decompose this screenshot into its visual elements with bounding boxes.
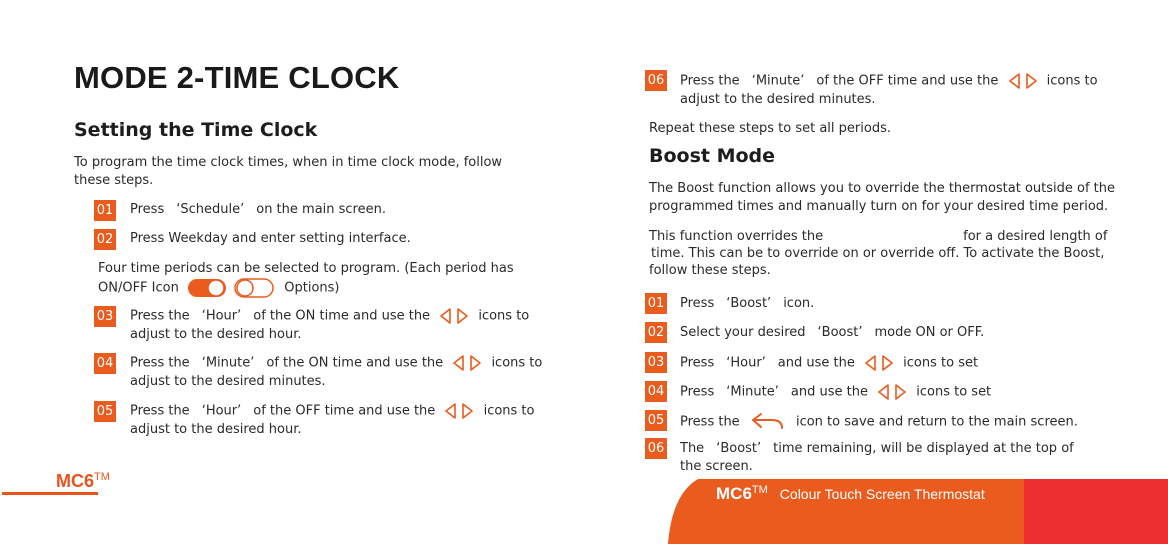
boost-para-line-1: This function overrides the for a desired length of [649, 229, 1108, 244]
boost-para-line-2: time. This can be to override on or override off. To activate the Boost, [651, 246, 1105, 261]
left-right-arrows-icon [876, 383, 908, 401]
boost-intro-line-2: programmed times and manually turn on for your desired time period. [649, 199, 1109, 214]
step-text: Press ‘Boost’ icon. [680, 296, 815, 311]
step-number: 05 [94, 401, 116, 422]
step-text: Press ‘Schedule’ on the main screen. [130, 202, 386, 217]
step-number: 01 [645, 293, 667, 314]
left-right-arrows-icon [863, 354, 895, 372]
step-text: Press the ‘Minute’ of the OFF time and use the icons to adjust to the desired minutes. [680, 73, 1098, 107]
section-heading-boost-mode: Boost Mode [649, 145, 776, 167]
step-number: 03 [94, 306, 116, 327]
step-number: 06 [645, 70, 667, 91]
step-text: Press Weekday and enter setting interface. [130, 231, 411, 246]
step-number: 02 [94, 229, 116, 250]
left-right-arrows-icon [438, 307, 470, 325]
step-text: Press ‘Hour’ and use the icons to set [680, 355, 979, 371]
step-text: Press the ‘Hour’ of the OFF time and use the icons to adjust to the desired hour. [130, 403, 535, 437]
step-number: 05 [645, 410, 667, 431]
left-right-arrows-icon [443, 402, 475, 420]
brand-logo-left: MC6™ [56, 471, 110, 491]
intro-line-1: To program the time clock times, when in time clock mode, follow [74, 155, 503, 170]
return-arrow-icon [750, 412, 786, 432]
footer-rule [2, 492, 98, 495]
step-text: The ‘Boost’ time remaining, will be displayed at the top of the screen. [680, 441, 1074, 474]
step-text: Press the ‘Hour’ of the ON time and use the icons to adjust to the desired hour. [130, 308, 530, 342]
step-number: 03 [645, 352, 667, 373]
step-text: Press ‘Minute’ and use the icons to set [680, 384, 992, 400]
left-right-arrows-icon [1007, 72, 1039, 90]
toggle-off-icon [234, 278, 274, 298]
intro-line-2: these steps. [74, 173, 154, 188]
boost-para-line-3: follow these steps. [649, 263, 771, 278]
step-number: 04 [645, 381, 667, 402]
periods-line-2: ON/OFF Icon Options) [98, 278, 340, 298]
page-title: MODE 2-TIME CLOCK [74, 60, 400, 95]
step-text: Select your desired ‘Boost’ mode ON or OFF. [680, 325, 985, 340]
step-number: 02 [645, 322, 667, 343]
repeat-text: Repeat these steps to set all periods. [649, 121, 891, 136]
step-number: 01 [94, 200, 116, 221]
left-right-arrows-icon [451, 354, 483, 372]
footer-brand: MC6™ Colour Touch Screen Thermostat [716, 484, 985, 503]
step-number: 04 [94, 353, 116, 374]
section-heading-time-clock: Setting the Time Clock [74, 119, 318, 141]
step-text: Press the ‘Minute’ of the ON time and use the icons to adjust to the desired minutes. [130, 355, 543, 389]
boost-intro-line-1: The Boost function allows you to override the thermostat outside of the [649, 181, 1116, 196]
toggle-on-icon [187, 278, 227, 298]
step-number: 06 [645, 438, 667, 459]
step-text: Press the icon to save and return to the main screen. [680, 412, 1078, 432]
periods-line-1: Four time periods can be selected to program. (Each period has [98, 261, 514, 276]
